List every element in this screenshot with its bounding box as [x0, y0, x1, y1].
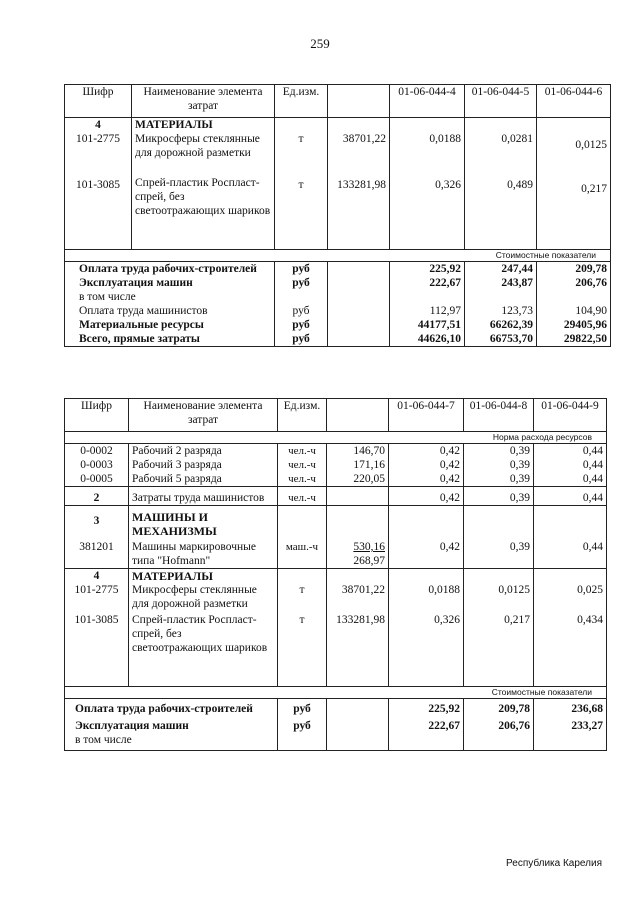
value-cell: [534, 444, 607, 487]
worker-name: Рабочий 2 разряда: [132, 445, 222, 457]
material-value: 0,217: [504, 614, 530, 626]
material-value: 0,0125: [498, 584, 530, 596]
header-norm-1: 01-06-044-4: [390, 85, 465, 118]
header-price: [328, 85, 390, 118]
table-row: [65, 318, 611, 332]
table-row: [65, 444, 607, 487]
worker-value: 0,42: [439, 473, 460, 485]
code-cell: [65, 569, 129, 687]
operators-value: 0,42: [389, 487, 464, 506]
header-name: Наименование элемента затрат: [132, 85, 275, 118]
worker-unit: чел.-ч: [288, 473, 316, 485]
material-name: Микросферы стеклянные для дорожной разметки: [132, 584, 257, 610]
cost-value: 225,92: [389, 699, 464, 717]
value-cell: [537, 118, 611, 250]
material-unit: т: [299, 584, 305, 596]
worker-name: Рабочий 5 разряда: [132, 473, 222, 485]
value-cell: [534, 506, 607, 569]
operators-value: 0,44: [534, 487, 607, 506]
cost-unit: руб: [275, 262, 328, 277]
price-cell: [327, 444, 389, 487]
machine-price-alt: 268,97: [353, 555, 385, 567]
worker-code: 0-0002: [80, 445, 113, 457]
cost-name-cell: [65, 276, 275, 304]
cost-value: 209,78: [537, 262, 611, 277]
name-cell: [132, 118, 275, 250]
cost-value: 66262,39: [465, 318, 537, 332]
worker-unit: чел.-ч: [288, 445, 316, 457]
cost-value: 233,27: [534, 716, 607, 751]
cost-name-cell: [65, 716, 278, 751]
operators-value: 0,39: [464, 487, 534, 506]
section-label-row: [65, 432, 607, 444]
operators-unit: чел.-ч: [278, 487, 327, 506]
item-value: 0,0125: [575, 139, 607, 151]
cost-subtitle: в том числе: [75, 734, 132, 746]
worker-price: 146,70: [353, 445, 385, 457]
worker-price: 220,05: [353, 473, 385, 485]
cost-value: 247,44: [465, 262, 537, 277]
item-code: 101-3085: [75, 179, 121, 191]
value-cell: [389, 569, 464, 687]
unit-cell: [278, 444, 327, 487]
cost-value: 222,67: [389, 716, 464, 751]
cost-name: Эксплуатация машин: [79, 277, 193, 289]
header-code: Шифр: [65, 85, 132, 118]
price-cell: [327, 569, 389, 687]
item-unit: т: [298, 179, 304, 191]
table-row: [65, 487, 607, 506]
item-value: 0,0281: [501, 133, 533, 145]
name-cell: [129, 506, 278, 569]
header-code: Шифр: [65, 399, 129, 432]
group-code: 4: [95, 119, 101, 131]
cost-value: 206,76: [464, 716, 534, 751]
cost-value: 243,87: [465, 276, 537, 304]
value-cell: [534, 569, 607, 687]
worker-value: 0,39: [509, 473, 530, 485]
cost-unit: руб: [278, 716, 327, 751]
material-name: Спрей-пластик Роспласт-спрей, без светоотражающих шариков: [132, 614, 268, 654]
section-label: Стоимостные показатели: [65, 687, 607, 699]
machine-value: 0,39: [509, 541, 530, 553]
group-name: МАШИНЫ И МЕХАНИЗМЫ: [132, 510, 217, 538]
group-code: 4: [93, 570, 100, 582]
value-cell: [389, 506, 464, 569]
worker-value: 0,44: [582, 473, 603, 485]
cost-unit: руб: [275, 332, 328, 347]
section-label: Норма расхода ресурсов: [65, 432, 607, 444]
worker-unit: чел.-ч: [288, 459, 316, 471]
group-code: 3: [93, 515, 100, 527]
item-code: 101-2775: [75, 133, 121, 145]
table-row: [65, 332, 611, 347]
item-price: 38701,22: [342, 133, 386, 145]
table-row: [65, 304, 611, 318]
item-value: 0,489: [507, 179, 533, 191]
cost-value: 29405,96: [537, 318, 611, 332]
resource-table-2: [64, 398, 607, 751]
machine-code: 381201: [79, 541, 114, 553]
section-label-row: [65, 687, 607, 699]
item-value: 0,217: [581, 183, 607, 195]
footer-region-label: Республика Карелия: [506, 858, 602, 869]
header-unit: Ед.изм.: [278, 399, 327, 432]
header-norm-2: 01-06-044-5: [465, 85, 537, 118]
worker-value: 0,42: [439, 459, 460, 471]
header-name: Наименование элемента затрат: [129, 399, 278, 432]
cost-value: 104,90: [537, 304, 611, 318]
value-cell: [464, 506, 534, 569]
cost-value: 112,97: [390, 304, 465, 318]
table-row: [65, 569, 607, 687]
header-norm-3: 01-06-044-9: [534, 399, 607, 432]
item-value: 0,326: [435, 179, 461, 191]
material-price: 38701,22: [341, 584, 385, 596]
resource-table-1: [64, 84, 611, 347]
value-cell: [389, 444, 464, 487]
table-row: [65, 699, 607, 717]
operators-code: 2: [65, 487, 129, 506]
item-price: 133281,98: [337, 179, 386, 191]
machine-price: 530,16: [353, 541, 385, 553]
unit-cell: [278, 569, 327, 687]
unit-cell: [275, 118, 328, 250]
code-cell: [65, 506, 129, 569]
section-label: Стоимостные показатели: [65, 250, 611, 262]
name-cell: [129, 569, 278, 687]
cost-name: Оплата труда рабочих-строителей: [65, 262, 275, 277]
material-value: 0,434: [577, 614, 603, 626]
cost-value: 206,76: [537, 276, 611, 304]
worker-value: 0,39: [509, 459, 530, 471]
item-unit: т: [298, 133, 304, 145]
table-row: [65, 716, 607, 751]
worker-value: 0,39: [509, 445, 530, 457]
table-header-row: [65, 85, 611, 118]
table-row: [65, 276, 611, 304]
table-row: [65, 506, 607, 569]
cost-value: 66753,70: [465, 332, 537, 347]
price-cell: [327, 506, 389, 569]
cost-unit: руб: [278, 699, 327, 717]
cost-name: Материальные ресурсы: [65, 318, 275, 332]
value-cell: [464, 444, 534, 487]
cost-value: 44626,10: [390, 332, 465, 347]
table-header-row: [65, 399, 607, 432]
machine-unit: маш.-ч: [285, 541, 319, 553]
group-name: МАТЕРИАЛЫ: [135, 119, 213, 131]
machine-value: 0,42: [439, 541, 460, 553]
item-value: 0,0188: [429, 133, 461, 145]
item-name: Микросферы стеклянные для дорожной разметки: [135, 133, 260, 159]
cost-value: 209,78: [464, 699, 534, 717]
table-row: [65, 262, 611, 277]
machine-value: 0,44: [582, 541, 603, 553]
header-price: [327, 399, 389, 432]
worker-code: 0-0003: [80, 459, 113, 471]
code-cell: [65, 118, 132, 250]
value-cell: [465, 118, 537, 250]
material-code: 101-3085: [74, 614, 119, 626]
cost-name: Всего, прямые затраты: [65, 332, 275, 347]
page-number: 259: [310, 36, 330, 51]
header-norm-2: 01-06-044-8: [464, 399, 534, 432]
table-row: [65, 118, 611, 250]
worker-value: 0,42: [439, 445, 460, 457]
operators-name: Затраты труда машинистов: [129, 487, 278, 506]
machine-name: Машины маркировочные типа "Hofmann": [132, 541, 256, 567]
cost-value: 44177,51: [390, 318, 465, 332]
material-unit: т: [299, 614, 305, 626]
code-cell: [65, 444, 129, 487]
cost-unit: руб: [275, 318, 328, 332]
cost-value: 236,68: [534, 699, 607, 717]
cost-unit: руб: [275, 276, 328, 304]
section-label-row: [65, 250, 611, 262]
price-cell: [328, 118, 390, 250]
cost-subtitle: в том числе: [79, 291, 136, 303]
material-value: 0,025: [577, 584, 603, 596]
header-norm-3: 01-06-044-6: [537, 85, 611, 118]
header-unit: Ед.изм.: [275, 85, 328, 118]
cost-value: 222,67: [390, 276, 465, 304]
worker-name: Рабочий 3 разряда: [132, 459, 222, 471]
cost-value: 29822,50: [537, 332, 611, 347]
cost-name: Эксплуатация машин: [75, 720, 189, 732]
cost-value: 225,92: [390, 262, 465, 277]
material-value: 0,326: [434, 614, 460, 626]
worker-price: 171,16: [353, 459, 385, 471]
worker-code: 0-0005: [80, 473, 113, 485]
unit-cell: [278, 506, 327, 569]
cost-unit: руб: [275, 304, 328, 318]
material-value: 0,0188: [428, 584, 460, 596]
name-cell: [129, 444, 278, 487]
group-name: МАТЕРИАЛЫ: [132, 569, 213, 583]
cost-name: Оплата труда рабочих-строителей: [65, 699, 278, 717]
cost-value: 123,73: [465, 304, 537, 318]
value-cell: [390, 118, 465, 250]
material-price: 133281,98: [336, 614, 385, 626]
worker-value: 0,44: [582, 459, 603, 471]
cost-name: Оплата труда машинистов: [65, 304, 275, 318]
value-cell: [464, 569, 534, 687]
worker-value: 0,44: [582, 445, 603, 457]
item-name: Спрей-пластик Роспласт-спрей, без светоотражающих шариков: [135, 177, 271, 217]
material-code: 101-2775: [74, 584, 119, 596]
header-norm-1: 01-06-044-7: [389, 399, 464, 432]
